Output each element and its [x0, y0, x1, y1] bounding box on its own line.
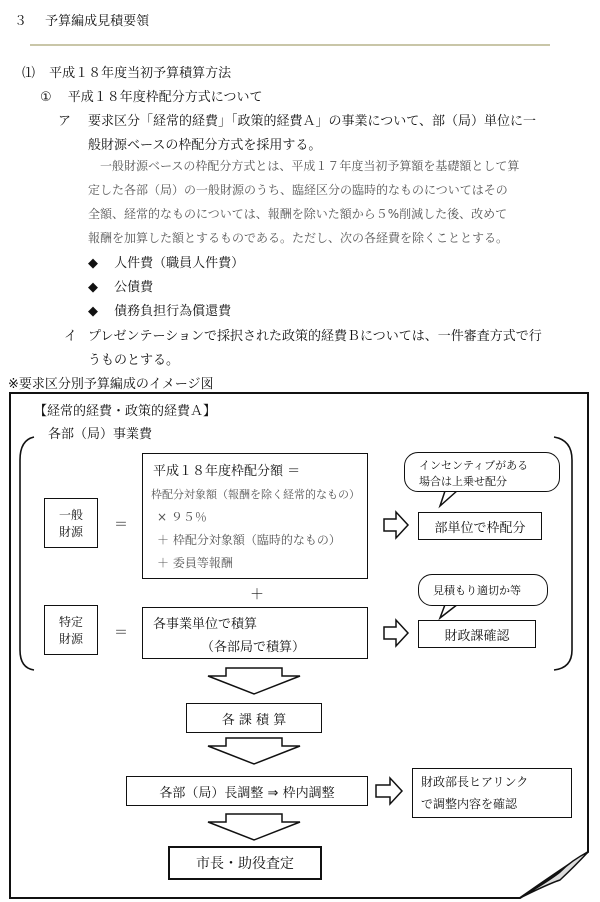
formula-line-3: × ９５％ [157, 510, 207, 524]
formula-line-4: ＋ 枠配分対象額（臨時的なもの） [157, 533, 341, 547]
itemI-line-1: プレゼンテーションで採択された政策的経費Ｂについては、一件審査方式で行 [88, 329, 542, 344]
item1-title: 平成１８年度枠配分方式について [67, 90, 263, 105]
estimate-line-1: 各事業単位で積算 [153, 617, 258, 632]
equals-sign: ＝ [114, 625, 128, 641]
bullet-item: ◆ 人件費（職員人件費） [88, 256, 245, 271]
figure-header: 【経常的経費・政策的経費Ａ】 [34, 404, 217, 419]
figure-caption: ※要求区分別予算編成のイメージ図 [8, 377, 214, 392]
subsection-title: 平成１８年度当初予算積算方法 [49, 66, 232, 81]
group-label: 各部（局）事業費 [48, 427, 153, 442]
itemA-detail-3: 全額、経常的なものについては、報酬を除いた額から５%削減した後、改めて [88, 207, 508, 221]
bullet-item: ◆ 公債費 [88, 280, 154, 295]
right-arrow-icon [384, 512, 408, 538]
section-title: 予算編成見積要領 [45, 14, 150, 29]
specific-source-box: 特定 財源 [44, 605, 98, 655]
step3-box: 市長・助役査定 [168, 846, 322, 880]
general-source-box: 一般 財源 [44, 498, 98, 548]
itemA-label: ア [58, 114, 72, 129]
formula-line-2: 枠配分対象額（報酬を除く経常的なもの） [151, 488, 360, 501]
finance-confirm-box: 財政課確認 [418, 620, 536, 648]
hearing-box: 財政部長ヒアリンク で調整内容を確認 [412, 768, 572, 818]
right-arrow-icon [376, 778, 402, 804]
left-bracket [20, 437, 34, 670]
equals-sign: ＝ [114, 517, 128, 533]
down-arrow-icon [208, 814, 300, 840]
itemA-detail-4: 報酬を加算した額とするものである。ただし、次の各経費を除くこととする。 [88, 231, 509, 245]
diamond-bullet-icon: ◆ [88, 280, 98, 295]
formula-line-5: ＋ 委員等報酬 [157, 556, 233, 570]
formula-title: 平成１８年度枠配分額 ＝ [153, 464, 301, 479]
itemI-label: イ [64, 329, 78, 344]
bullet-item: ◆ 債務負担行為償還費 [88, 304, 232, 319]
check-callout: 見積もり適切か等 [418, 574, 548, 606]
item1-number: ① [40, 90, 52, 105]
down-arrow-icon [208, 738, 300, 764]
down-arrow-icon [208, 668, 300, 694]
subsection-number: ⑴ [22, 66, 36, 81]
plus-sign: ＋ [250, 587, 264, 603]
diamond-bullet-icon: ◆ [88, 256, 98, 271]
step2-box: 各部（局）長調整 ⇒ 枠内調整 [126, 776, 368, 806]
right-arrow-icon [384, 620, 408, 646]
itemA-line-2: 般財源ベースの枠配分方式を採用する。 [88, 138, 322, 153]
step1-box: 各 課 積 算 [186, 703, 322, 733]
estimate-box [142, 607, 368, 659]
dept-allocation-box: 部単位で枠配分 [418, 512, 542, 540]
diamond-bullet-icon: ◆ [88, 304, 98, 319]
itemA-detail-1: 一般財源ベースの枠配分方式とは、平成１７年度当初予算額を基礎額として算 [100, 159, 520, 173]
itemI-line-2: うものとする。 [88, 353, 180, 368]
incentive-callout: インセンティブがある 場合は上乗せ配分 [404, 452, 560, 492]
itemA-detail-2: 定した各部（局）の一般財源のうち、臨経区分の臨時的なものについてはその [88, 183, 508, 197]
section-number: ３ [14, 14, 28, 29]
formula-box [142, 453, 368, 579]
itemA-line-1: 要求区分「経常的経費」「政策的経費Ａ」の事業について、部（局）単位に一 [88, 114, 536, 129]
estimate-line-2: （各部局で積算） [201, 640, 306, 655]
